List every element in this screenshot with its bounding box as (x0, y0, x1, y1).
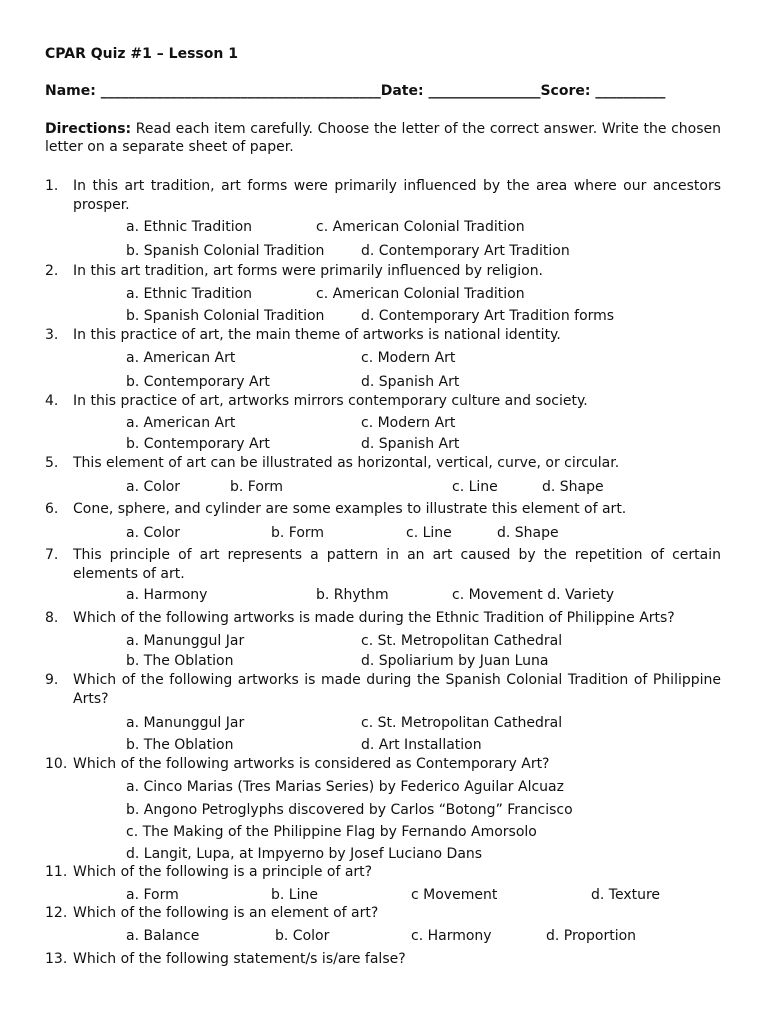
question-number: 6. (45, 501, 59, 517)
option-b: b. Color (275, 928, 330, 944)
quiz-title: CPAR Quiz #1 – Lesson 1 (45, 46, 238, 62)
option-c: c Movement (411, 887, 498, 903)
option-c: c. St. Metropolitan Cathedral (361, 715, 563, 731)
option-a: a. American Art (126, 415, 236, 431)
option-a: a. Ethnic Tradition (126, 286, 253, 302)
option-a: a. Harmony (126, 587, 208, 603)
option-a: a. Cinco Marias (Tres Marias Series) by Federico Aguilar Alcuaz (126, 779, 564, 795)
question-text: Which of the following artworks is made during the Ethnic Tradition of Philippine Arts? (73, 610, 675, 626)
option-c: c. Modern Art (361, 350, 456, 366)
question-number: 8. (45, 610, 59, 626)
question-text: In this art tradition, art forms were primarily influenced by the area where our ancestors prosper. (73, 178, 721, 213)
question-number: 5. (45, 455, 59, 471)
question-number: 3. (45, 327, 59, 343)
option-d: d. Shape (542, 479, 604, 495)
option-d: d. Contemporary Art Tradition (361, 243, 570, 259)
directions-label: Directions: (45, 121, 132, 137)
option-c: c. Line (452, 479, 498, 495)
question-text: This principle of art represents a pattern in an art caused by the repetition of certain elements of art. (73, 547, 721, 582)
question-text: Which of the following statement/s is/are false? (73, 951, 406, 967)
option-b: b. Spanish Colonial Tradition (126, 243, 325, 259)
option-d: d. Contemporary Art Tradition forms (361, 308, 615, 324)
option-c: c. American Colonial Tradition (316, 219, 525, 235)
option-c-d: c. Movement d. Variety (452, 587, 615, 603)
question-number: 1. (45, 178, 59, 194)
option-c: c. St. Metropolitan Cathedral (361, 633, 563, 649)
question-text: Cone, sphere, and cylinder are some examples to illustrate this element of art. (73, 501, 627, 517)
option-c: c. Line (406, 525, 452, 541)
name-date-score-line: Name: ________________________________________Date: ________________Score: __________ (45, 83, 666, 99)
option-b: b. Line (271, 887, 318, 903)
option-c: c. Modern Art (361, 415, 456, 431)
directions (45, 120, 721, 156)
question-text: Which of the following is an element of art? (73, 905, 379, 921)
option-b: b. Angono Petroglyphs discovered by Carlos “Botong” Francisco (126, 802, 573, 818)
question-text: In this art tradition, art forms were primarily influenced by religion. (73, 263, 544, 279)
option-a: a. American Art (126, 350, 236, 366)
question-number: 10. (45, 756, 68, 772)
option-a: a. Ethnic Tradition (126, 219, 253, 235)
option-c: c. The Making of the Philippine Flag by Fernando Amorsolo (126, 824, 537, 840)
option-a: a. Form (126, 887, 179, 903)
question-number: 12. (45, 905, 68, 921)
option-d: d. Art Installation (361, 737, 482, 753)
option-d: d. Spanish Art (361, 374, 460, 390)
option-a: a. Manunggul Jar (126, 715, 245, 731)
question-number: 9. (45, 672, 59, 688)
option-b: b. Form (271, 525, 325, 541)
option-a: a. Color (126, 479, 181, 495)
directions-text: Read each item carefully. Choose the letter of the correct answer. Write the chosen letter on a separate sheet of paper. (45, 121, 722, 155)
option-d: d. Texture (591, 887, 661, 903)
option-b: b. Rhythm (316, 587, 389, 603)
question-number: 4. (45, 393, 59, 409)
option-d: d. Spanish Art (361, 436, 460, 452)
option-d: d. Spoliarium by Juan Luna (361, 653, 549, 669)
option-c: c. American Colonial Tradition (316, 286, 525, 302)
option-b: b. The Oblation (126, 653, 234, 669)
question-text: Which of the following is a principle of art? (73, 864, 373, 880)
question-text: Which of the following artworks is considered as Contemporary Art? (73, 756, 550, 772)
question-text: Which of the following artworks is made during the Spanish Colonial Tradition of Philippine Arts? (73, 672, 721, 707)
option-c: c. Harmony (411, 928, 492, 944)
option-b: b. Contemporary Art (126, 436, 270, 452)
question-number: 7. (45, 547, 59, 563)
question-number: 11. (45, 864, 68, 880)
question-text: This element of art can be illustrated as horizontal, vertical, curve, or circular. (73, 455, 620, 471)
option-b: b. Form (230, 479, 284, 495)
option-b: b. The Oblation (126, 737, 234, 753)
option-d: d. Langit, Lupa, at Impyerno by Josef Luciano Dans (126, 846, 483, 862)
question-text: In this practice of art, artworks mirrors contemporary culture and society. (73, 393, 588, 409)
question-number: 2. (45, 263, 59, 279)
option-a: a. Manunggul Jar (126, 633, 245, 649)
option-d: d. Shape (497, 525, 559, 541)
option-a: a. Balance (126, 928, 200, 944)
option-b: b. Contemporary Art (126, 374, 270, 390)
option-d: d. Proportion (546, 928, 637, 944)
question-number: 13. (45, 951, 68, 967)
question-text: In this practice of art, the main theme of artworks is national identity. (73, 327, 561, 343)
option-b: b. Spanish Colonial Tradition (126, 308, 325, 324)
option-a: a. Color (126, 525, 181, 541)
